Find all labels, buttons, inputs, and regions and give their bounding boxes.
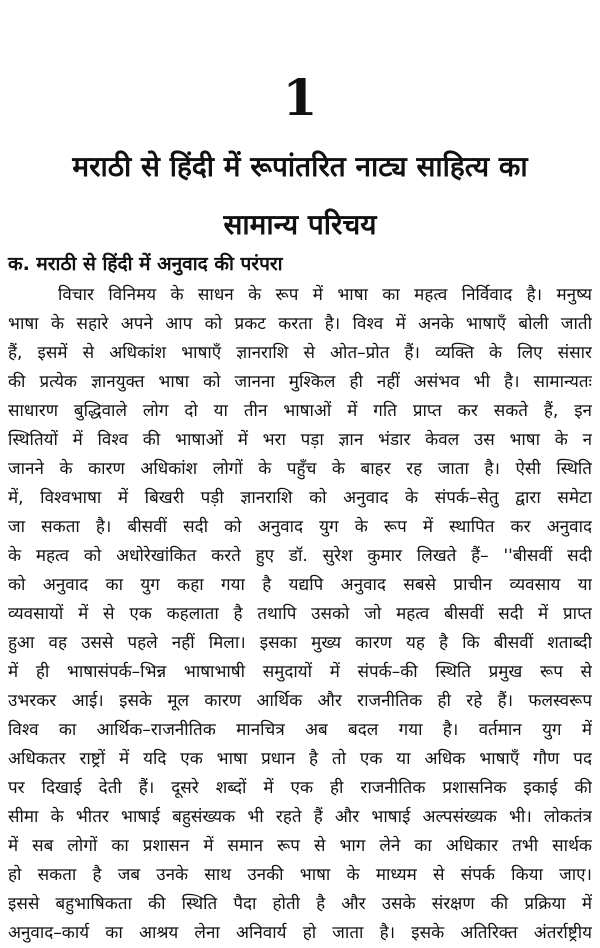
body-line: विचार विनिमय के साधन के रूप में भाषा का महत्व निर्विवाद है। मनुष्य [58,285,592,305]
chapter-number: 1 [282,68,318,127]
chapter-title [10,138,590,254]
body-line: हुआ वह उससे पहले नहीं मिला। इसका मुख्य कारण यह है कि बीसवीं शताब्दी [8,633,592,653]
body-line: की प्रत्येक ज्ञानयुक्त भाषा को जानना मुश्किल ही नहीं असंभव भी है। सामान्यतः [8,372,592,392]
body-line: हो सकता है जब उनके साथ उनकी भाषा के माध्यम से संपर्क किया जाए। [8,865,592,885]
body-line: में ही भाषासंपर्क–भिन्न भाषाभाषी समुदायों में संपर्क–की स्थिति प्रमुख रूप से [8,662,592,682]
body-line: भाषा के सहारे अपने आप को प्रकट करता है। विश्व में अनके भाषाएँ बोली जाती [8,314,592,334]
body-line: अनुवाद–कार्य का आश्रय लेना अनिवार्य हो जाता है। इसके अतिरिक्त अंतर्राष्ट्रीय [8,923,592,943]
body-line: पर दिखाई देती हैं। दूसरे शब्दों में एक ही राजनीतिक प्रशासनिक इकाई की [8,778,592,798]
chapter-title-line-2: सामान्य परिचय [223,208,377,241]
body-line: साधारण बुद्धिवाले लोग दो या तीन भाषाओं में गति प्राप्त कर सकते हैं, इन [8,401,592,421]
body-line: अधिकतर राष्ट्रों में यदि एक भाषा प्रधान है तो एक या अधिक भाषाएँ गौण पद [8,749,592,769]
body-line: उभरकर आई। इसके मूल कारण आर्थिक और राजनीतिक ही रहे हैं। फलस्वरूप [8,691,592,711]
section-heading: क. मराठी से हिंदी में अनुवाद की परंपरा [8,253,283,275]
chapter-title-line-1: मराठी से हिंदी में रूपांतरित नाट्य साहित्य का [72,150,528,183]
body-line: को अनुवाद का युग कहा गया है यद्यपि अनुवाद सबसे प्राचीन व्यवसाय या [8,575,592,595]
body-line: व्यवसायों में से एक कहलाता है तथापि उसको जो महत्व बीसवीं सदी में प्राप्त [8,604,592,624]
body-line: सीमा के भीतर भाषाई बहुसंख्यक भी रहते हैं और भाषाई अल्पसंख्यक भी। लोकतंत्र [8,807,592,827]
body-line: में, विश्वभाषा में बिखरी पड़ी ज्ञानराशि को अनुवाद के संपर्क–सेतु द्वारा समेटा [8,488,592,508]
body-line: के महत्व को अधोरेखांकित करते हुए डॉ. सुरेश कुमार लिखते हैं– ''बीसवीं सदी [8,546,592,566]
body-line: हैं, इसमें से अधिकांश भाषाएँ ज्ञानराशि से ओत–प्रोत हैं। व्यक्ति के लिए संसार [8,343,592,363]
body-line: स्थितियों में विश्व की भाषाओं में भरा पड़ा ज्ञान भंडार केवल उस भाषा के न [8,430,592,450]
body-line: विश्व का आर्थिक–राजनीतिक मानचित्र अब बदल गया है। वर्तमान युग में [8,720,592,740]
body-line: जा सकता है। बीसवीं सदी को अनुवाद युग के रूप में स्थापित कर अनुवाद [8,517,592,537]
body-line: जानने के कारण अधिकांश लोगों के पहुँच के बाहर रह जाता है। ऐसी स्थिति [8,459,592,479]
body-line: इससे बहुभाषिकता की स्थिति पैदा होती है और उसके संरक्षण की प्रक्रिया में [8,894,592,914]
body-paragraph [8,281,592,948]
body-line: में सब लोगों का प्रशासन में समान रूप से भाग लेने का अधिकार तभी सार्थक [8,836,592,856]
